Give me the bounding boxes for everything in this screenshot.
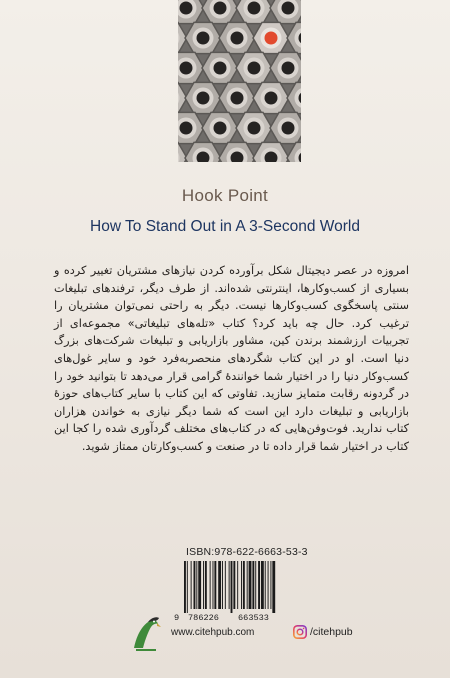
barcode-bar <box>272 561 275 613</box>
highlight-pencil-end <box>253 22 289 53</box>
pencil-end <box>185 142 221 162</box>
barcode-bar <box>241 561 242 609</box>
pencil-end <box>202 112 238 143</box>
barcode-bar <box>194 561 196 609</box>
barcode-bar <box>210 561 211 609</box>
pencil-end <box>253 142 289 162</box>
barcode-bar <box>243 561 245 609</box>
barcode-bar <box>249 561 252 609</box>
barcode-bar <box>237 561 238 609</box>
book-blurb: امروزه در عصر دیجیتال شکل برآورده کردن نیازهای مشتریان تغییر کرده و بسیاری از کسب‌و‌کارها، اینترنتی شده‌اند. از طرف دیگر، ترفندهای تبلیغات سنتی پاسخگوی کسب‌و‌کارها نیست. دیگر به راحتی نمی‌توان مشتریان را ترغیب کرد. حال چه باید کرد؟ کتاب «تله‌های تبلیغاتی» مجموعه‌ای از تجربیات ارزشمند برندن کین، مشاور بازاریابی و تبلیغات شرکت‌های بزرگ دنیا است. او در این کتاب شگردهای منحصربه‌فرد خود و سایر غول‌های کسب‌و‌کار دنیا را در اختیار شما خوانندهٔ گرامی قرار می‌دهد تا بتوانید خود را در گردونه رقابت متمایز سازید. تفاوتی که این کتاب با سایر کتاب‌های حوزهٔ بازاریابی و تبلیغات دارد این است که شما دیگر نیازی به خواندن هزاران کتاب ندارید. فوت‌وفن‌هایی که در کتاب‌های مختلف گردآوری شده را کجا این کتاب در اختیار شما قرار داده تا در صنعت و کسب‌و‌کارتان ممتاز شوید. <box>54 264 409 453</box>
pencil-end <box>178 0 204 24</box>
barcode-bar <box>196 561 197 609</box>
pencil-end <box>236 52 272 83</box>
pencil-end <box>202 0 238 24</box>
book-title: Hook Point <box>181 186 269 205</box>
barcode-digit-group-1: 786226 <box>188 613 219 623</box>
pencil-end <box>253 82 289 113</box>
barcode-digit-prefix: 9 <box>174 613 180 623</box>
barcode-digits <box>172 613 292 626</box>
pencil-end <box>270 112 301 143</box>
pencil-end <box>178 52 204 83</box>
barcode-bar <box>268 561 269 609</box>
pencil-end <box>236 112 272 143</box>
publisher-website: www.citehpub.com <box>171 627 255 638</box>
barcode-bar <box>218 561 221 609</box>
barcode-bar <box>205 561 207 609</box>
barcode-bar <box>255 561 256 609</box>
barcode-bar <box>184 561 186 613</box>
publisher-logo-icon <box>130 614 162 652</box>
instagram-handle: /citehpub <box>310 626 353 638</box>
pencil-end <box>219 82 255 113</box>
pencil-end <box>219 142 255 162</box>
pencil-end <box>236 0 272 24</box>
pencil-end <box>287 142 301 162</box>
barcode-bar <box>258 561 260 609</box>
instagram-icon <box>293 624 307 638</box>
barcode-bar <box>252 561 254 609</box>
book-subtitle: How To Stand Out in A 3-Second World <box>90 218 360 235</box>
barcode-bar <box>247 561 248 609</box>
barcode-bar <box>203 561 204 609</box>
barcode-bar <box>214 561 216 609</box>
pencil-pattern-image <box>178 0 301 162</box>
barcode-bar <box>265 561 266 609</box>
barcode-bar <box>213 561 214 609</box>
pencil-end <box>202 52 238 83</box>
pencil-end <box>185 82 221 113</box>
barcode-bar <box>222 561 223 609</box>
barcode-bar <box>191 561 192 609</box>
pencil-end <box>287 82 301 113</box>
pencil-end <box>219 22 255 53</box>
pencil-end <box>287 22 301 53</box>
isbn-label: ISBN:978-622-6663-53-3 <box>186 546 308 558</box>
pencil-end <box>270 0 301 24</box>
barcode-bar <box>198 561 201 609</box>
pencil-end <box>178 112 204 143</box>
barcode-bar <box>225 561 226 609</box>
barcode-bar <box>233 561 235 609</box>
barcode-bar <box>231 561 233 613</box>
barcode-bar <box>187 561 188 613</box>
barcode-bar <box>270 561 271 609</box>
barcode-bar <box>229 561 230 609</box>
pencil-end <box>270 52 301 83</box>
pencil-end <box>185 22 221 53</box>
barcode-bar <box>261 561 264 609</box>
barcode-digit-group-2: 663533 <box>238 613 269 623</box>
